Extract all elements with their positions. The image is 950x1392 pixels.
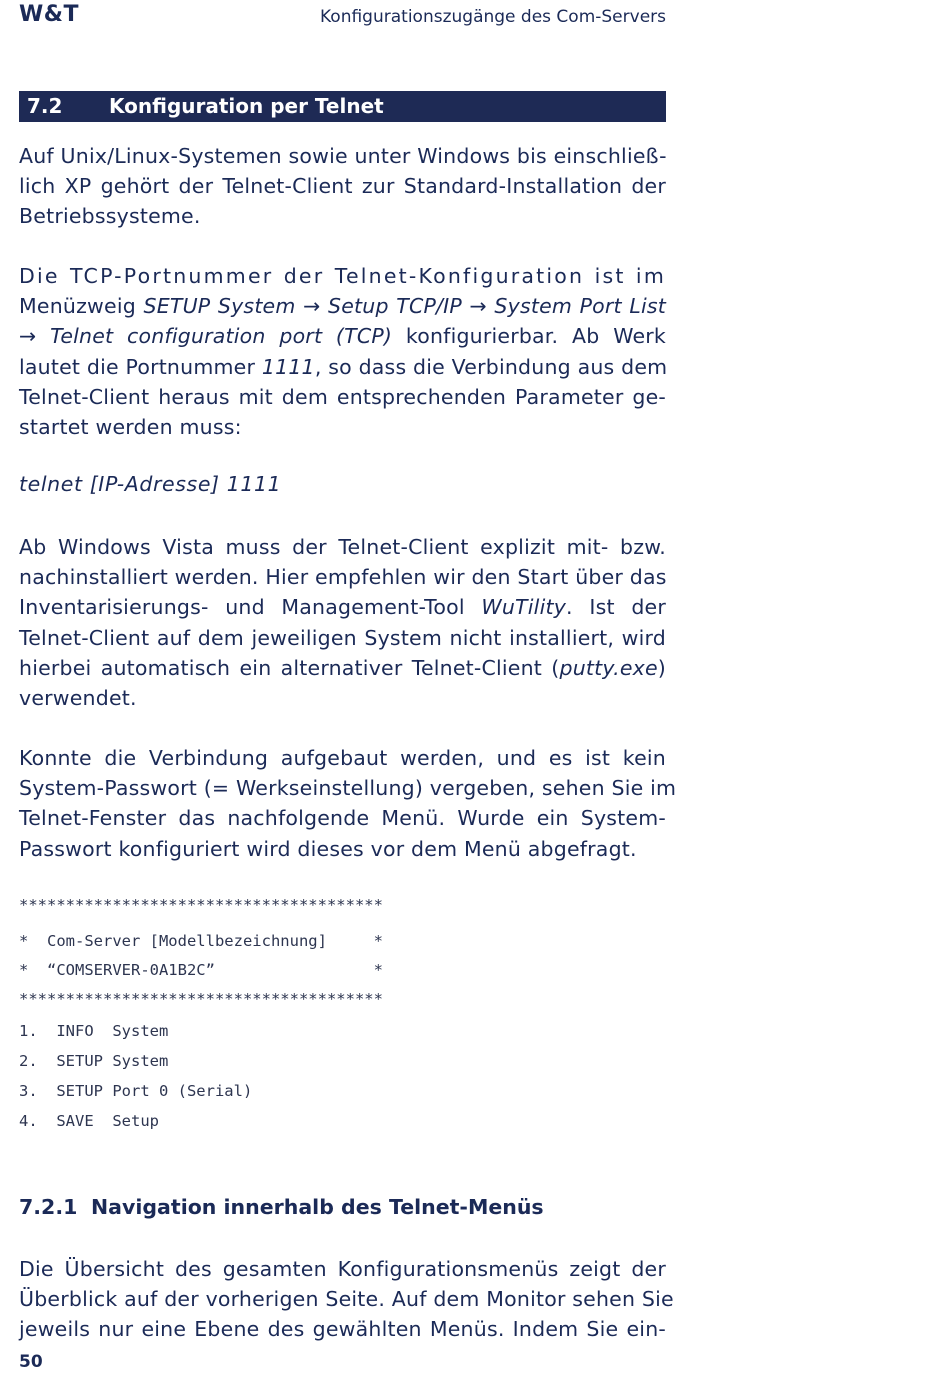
- paragraph-line: Passwort konfiguriert wird dieses vor dem Menü abgefragt.: [19, 836, 637, 861]
- telnet-command: telnet [IP-Adresse] 1111: [19, 472, 282, 496]
- subsection-title: Navigation innerhalb des Telnet-Menüs: [91, 1195, 544, 1219]
- paragraph-line: Auf Unix/Linux-Systemen sowie unter Windows bis einschließ-: [19, 144, 667, 168]
- paragraph-line: lich XP gehört der Telnet-Client zur Standard-Installation der: [19, 174, 666, 199]
- text-span: hierbei automatisch ein alternativer Telnet-Client (: [19, 655, 560, 680]
- section-number: 7.2: [27, 94, 63, 118]
- paragraph-line: nachinstalliert werden. Hier empfehlen wir den Start über das: [19, 565, 667, 590]
- paragraph-line: Ab Windows Vista muss der Telnet-Client explizit mit- bzw.: [19, 535, 666, 559]
- paragraph-line: Die Übersicht des gesamten Konfigurationsmenüs zeigt der: [19, 1257, 666, 1281]
- terminal-menu-item: 4. SAVE Setup: [19, 1112, 159, 1130]
- text-span: , so dass die Verbindung aus dem: [314, 354, 668, 379]
- subsection-number: 7.2.1: [19, 1195, 78, 1219]
- section-title: Konfiguration per Telnet: [109, 94, 384, 118]
- paragraph-line: [19, 592, 666, 622]
- menu-path-text: SETUP System → Setup TCP/IP → System Port List: [143, 294, 666, 319]
- text-span: Menüzweig: [19, 294, 144, 319]
- paragraph-line: Telnet-Client heraus mit dem entsprechenden Parameter ge-: [19, 384, 666, 409]
- terminal-menu-item: 2. SETUP System: [19, 1052, 169, 1070]
- terminal-line: ***************************************: [19, 896, 383, 914]
- paragraph-line: [19, 291, 666, 321]
- paragraph-navigation: [19, 1254, 674, 1345]
- terminal-line: * Com-Server [Modellbezeichnung] *: [19, 932, 383, 950]
- text-span: lautet die Portnummer: [19, 354, 262, 379]
- paragraph-line: jeweils nur eine Ebene des gewählten Menüs. Indem Sie ein-: [19, 1317, 666, 1342]
- paragraph-line: Die TCP-Portnummer der Telnet-Konfiguration ist im: [19, 264, 666, 288]
- paragraph-line: Telnet-Fenster das nachfolgende Menü. Wurde ein System-: [19, 806, 666, 831]
- text-span: konfigurierbar. Ab Werk: [392, 324, 666, 349]
- terminal-line: * “COMSERVER-0A1B2C” *: [19, 961, 383, 979]
- text-span: ): [657, 655, 666, 680]
- paragraph-line: [19, 352, 666, 382]
- paragraph-line: [19, 321, 666, 351]
- paragraph-connection: [19, 743, 677, 864]
- paragraph-line: verwendet.: [19, 686, 137, 711]
- paragraph-line: Konnte die Verbindung aufgebaut werden, und es ist kein: [19, 746, 666, 770]
- page-number: 50: [19, 1352, 43, 1372]
- brand-logo: W&T: [19, 2, 79, 27]
- paragraph-line: startet werden muss:: [19, 415, 242, 440]
- running-head: Konfigurationszugänge des Com-Servers: [320, 7, 666, 27]
- paragraph-line: Überblick auf der vorherigen Seite. Auf dem Monitor sehen Sie: [19, 1287, 674, 1312]
- port-number-text: 1111: [261, 354, 315, 379]
- paragraph-intro: [19, 141, 666, 232]
- menu-path-text: → Telnet configuration port (TCP): [19, 324, 393, 349]
- terminal-menu-item: 1. INFO System: [19, 1022, 169, 1040]
- text-span: . Ist der: [566, 595, 666, 620]
- paragraph-line: Betriebssysteme.: [19, 204, 201, 229]
- paragraph-port-number: [19, 261, 666, 442]
- terminal-menu-item: 3. SETUP Port 0 (Serial): [19, 1082, 253, 1100]
- text-span: Inventarisierungs- und Management-Tool: [19, 595, 482, 620]
- section-heading-bar: [19, 91, 666, 122]
- paragraph-line: [19, 653, 666, 683]
- program-name-text: putty.exe: [559, 655, 658, 680]
- tool-name-text: WuTility: [481, 595, 567, 620]
- terminal-line: ***************************************: [19, 990, 383, 1008]
- paragraph-line: System-Passwort (= Werkseinstellung) vergeben, sehen Sie im: [19, 776, 677, 801]
- paragraph-line: Telnet-Client auf dem jeweiligen System nicht installiert, wird: [19, 625, 666, 650]
- paragraph-windows-vista: [19, 532, 666, 713]
